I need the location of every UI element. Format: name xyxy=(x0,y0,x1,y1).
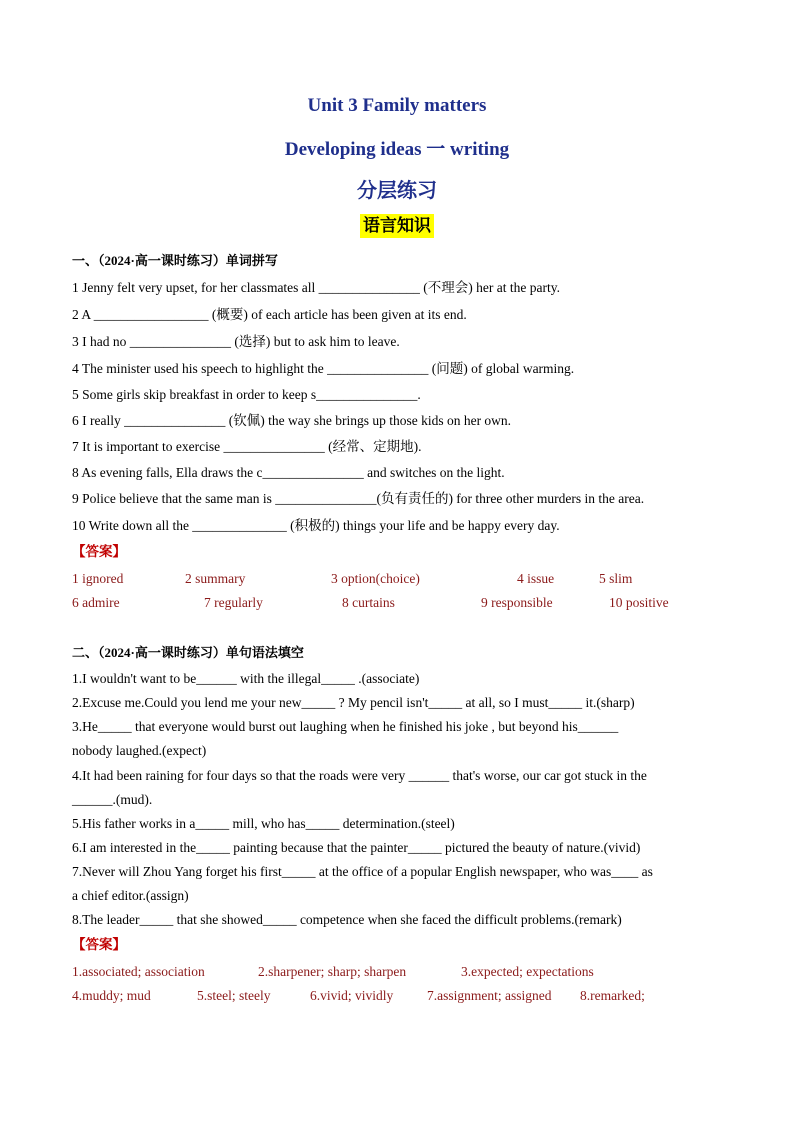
answer: 2 summary xyxy=(185,571,246,586)
answer: 1 ignored xyxy=(72,571,124,586)
answer: 10 positive xyxy=(609,595,669,610)
grammar-question-1: 1.I wouldn't want to be______ with the illegal_____ .(associate) xyxy=(72,671,420,686)
question-10: 10 Write down all the ______________ (积极的) things your life and be happy every day. xyxy=(72,518,560,533)
section-tag-wrapper xyxy=(0,214,794,238)
unit-title: Unit 3 Family matters xyxy=(307,95,487,116)
grammar-question-8: 8.The leader_____ that she showed_____ competence when she faced the difficult problems.(remark) xyxy=(72,912,622,927)
answer: 6 admire xyxy=(72,595,120,610)
answer: 9 responsible xyxy=(481,595,553,610)
answer: 6.vivid; vividly xyxy=(310,988,394,1003)
grammar-question-3-cont: nobody laughed.(expect) xyxy=(72,743,207,758)
answers-row-1a xyxy=(0,570,794,588)
grammar-question-7-cont: a chief editor.(assign) xyxy=(72,888,189,903)
question-9: 9 Police believe that the same man is _______________(负有责任的) for three other murders in the area. xyxy=(72,491,645,506)
section2-heading: 二、（2024·高一课时练习）单句语法填空 xyxy=(72,645,304,660)
question-6: 6 I really _______________ (钦佩) the way she brings up those kids on her own. xyxy=(72,413,512,428)
answer: 1.associated; association xyxy=(72,964,205,979)
answer: 5 slim xyxy=(599,571,633,586)
question-4: 4 The minister used his speech to highlight the _______________ (问题) of global warming. xyxy=(72,361,575,376)
lesson-subtitle: Developing ideas 一 writing xyxy=(284,139,510,160)
question-3: 3 I had no _______________ (选择) but to ask him to leave. xyxy=(72,334,400,349)
answer-label-2: 【答案】 xyxy=(72,937,126,952)
grammar-question-5: 5.His father works in a_____ mill, who has_____ determination.(steel) xyxy=(72,816,455,831)
answer: 3 option(choice) xyxy=(331,571,420,586)
answer: 7.assignment; assigned xyxy=(427,988,552,1003)
question-2: 2 A _________________ (概要) of each article has been given at its end. xyxy=(72,307,467,322)
answer: 8 curtains xyxy=(342,595,395,610)
answer: 3.expected; expectations xyxy=(461,964,594,979)
grammar-question-7: 7.Never will Zhou Yang forget his first_____ at the office of a popular English newspaper, who was____ as xyxy=(72,864,653,879)
grammar-question-4-cont: ______.(mud). xyxy=(72,792,153,807)
language-knowledge-tag: 语言知识 xyxy=(360,214,434,238)
exercise-type-title: 分层练习 xyxy=(357,180,437,202)
answers-row-1b xyxy=(0,594,794,612)
answer-label-1: 【答案】 xyxy=(72,544,126,559)
question-5: 5 Some girls skip breakfast in order to keep s_______________. xyxy=(72,387,421,402)
grammar-question-6: 6.I am interested in the_____ painting because that the painter_____ pictured the beauty of nature.(vivid) xyxy=(72,840,641,855)
answer: 4 issue xyxy=(517,571,555,586)
question-8: 8 As evening falls, Ella draws the c_______________ and switches on the light. xyxy=(72,465,505,480)
answer: 7 regularly xyxy=(204,595,263,610)
answers-row-2b xyxy=(0,987,794,1005)
question-1: 1 Jenny felt very upset, for her classmates all _______________ (不理会) her at the party. xyxy=(72,280,560,295)
question-7: 7 It is important to exercise _______________ (经常、定期地). xyxy=(72,439,422,454)
answer: 5.steel; steely xyxy=(197,988,271,1003)
grammar-question-3: 3.He_____ that everyone would burst out laughing when he finished his joke , but beyond his______ xyxy=(72,719,619,734)
answer: 4.muddy; mud xyxy=(72,988,151,1003)
section1-heading: 一、（2024·高一课时练习）单词拼写 xyxy=(72,253,278,268)
grammar-question-4: 4.It had been raining for four days so that the roads were very ______ that's worse, our car got stuck in the xyxy=(72,768,647,783)
answer: 8.remarked; xyxy=(580,988,645,1003)
grammar-question-2: 2.Excuse me.Could you lend me your new_____ ? My pencil isn't_____ at all, so I must_____ it.(sharp) xyxy=(72,695,635,710)
answers-row-2a xyxy=(0,963,794,981)
answer: 2.sharpener; sharp; sharpen xyxy=(258,964,407,979)
